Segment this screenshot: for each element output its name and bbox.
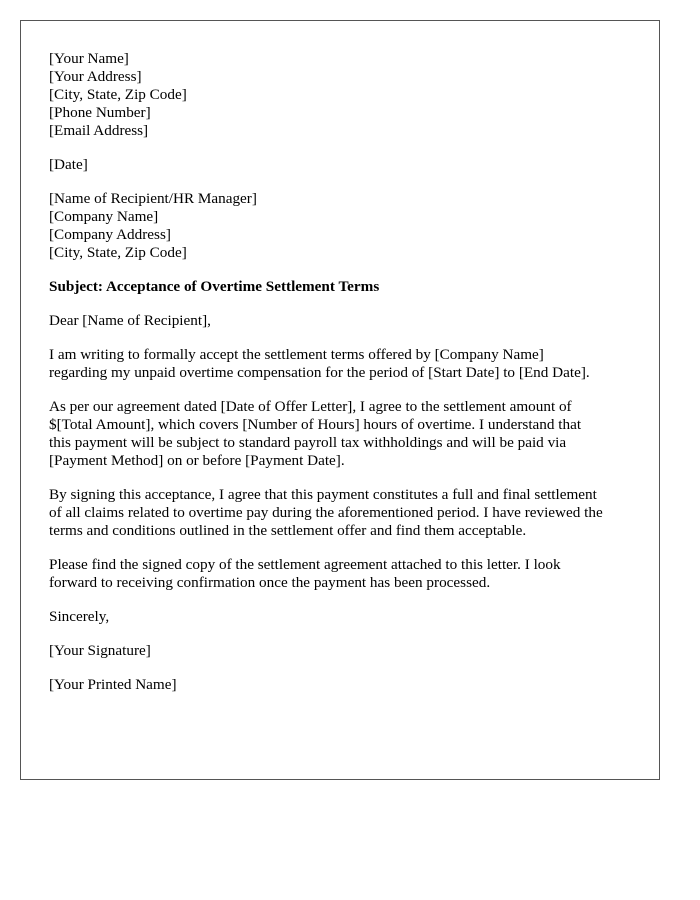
paragraph-line: $[Total Amount], which covers [Number of Hours] hours of overtime. I understand that [49,416,582,433]
recipient-company: [Company Name] [49,208,159,225]
subject-line: Subject: Acceptance of Overtime Settlement Terms [49,278,380,295]
paragraph-line: this payment will be subject to standard payroll tax withholdings and will be paid via [49,434,567,451]
paragraph-release [49,486,631,540]
sender-phone: [Phone Number] [49,104,151,121]
letter-date: [Date] [49,156,88,173]
paragraph-line: terms and conditions outlined in the settlement offer and find them acceptable. [49,522,527,539]
recipient-block [49,190,631,262]
recipient-address: [Company Address] [49,226,171,243]
paragraph-line: [Payment Method] on or before [Payment Date]. [49,452,345,469]
paragraph-acceptance [49,346,631,382]
paragraph-line: I am writing to formally accept the settlement terms offered by [Company Name] [49,346,544,363]
paragraph-line: regarding my unpaid overtime compensation for the period of [Start Date] to [End Date]. [49,364,590,381]
sender-city-state-zip: [City, State, Zip Code] [49,86,187,103]
letter-page [20,20,660,780]
closing: Sincerely, [49,608,110,625]
recipient-name: [Name of Recipient/HR Manager] [49,190,257,207]
paragraph-line: As per our agreement dated [Date of Offer Letter], I agree to the settlement amount of [49,398,572,415]
salutation: Dear [Name of Recipient], [49,312,211,329]
paragraph-attachment [49,556,631,592]
signature-placeholder: [Your Signature] [49,642,151,659]
paragraph-line: By signing this acceptance, I agree that this payment constitutes a full and final settlement [49,486,597,503]
paragraph-line: of all claims related to overtime pay during the aforementioned period. I have reviewed the [49,504,603,521]
paragraph-line: Please find the signed copy of the settlement agreement attached to this letter. I look [49,556,561,573]
sender-block [49,50,631,140]
sender-name: [Your Name] [49,50,129,67]
printed-name: [Your Printed Name] [49,676,177,693]
sender-address: [Your Address] [49,68,142,85]
paragraph-line: forward to receiving confirmation once the payment has been processed. [49,574,491,591]
recipient-city-state-zip: [City, State, Zip Code] [49,244,187,261]
date-block [49,156,631,174]
sender-email: [Email Address] [49,122,149,139]
paragraph-agreement [49,398,631,470]
